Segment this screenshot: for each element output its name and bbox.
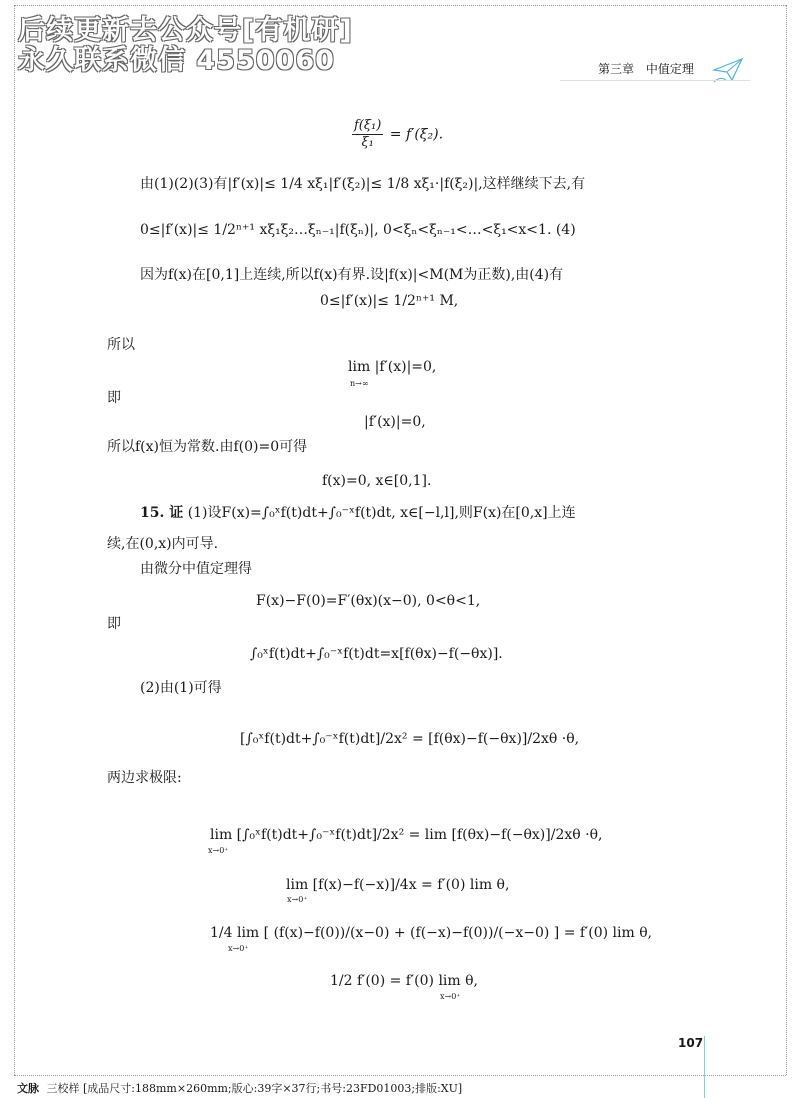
paragraph-6: (2)由(1)可得 xyxy=(140,680,222,696)
paragraph-3: 所以f(x)恒为常数.由f(0)=0可得 xyxy=(107,439,308,455)
problem-15-label: 15. 证 xyxy=(140,505,184,521)
paragraph-4 xyxy=(140,504,576,522)
equation-7: F(x)−F(0)=F′(θx)(x−0), 0<θ<1, xyxy=(256,593,481,609)
equation-10: lim [∫₀ˣf(t)dt+∫₀⁻ˣf(t)dt]/2x² = lim [f(θx)−f(−θx)]/2xθ ·θ, xyxy=(210,827,603,843)
equation-13: 1/2 f′(0) = f′(0) lim θ, xyxy=(330,973,479,989)
paragraph-4b: 续,在(0,x)内可导. xyxy=(107,536,219,552)
limit-subscript-x-4: x→0⁺ xyxy=(440,992,461,1001)
equation-9: [∫₀ˣf(t)dt+∫₀⁻ˣf(t)dt]/2x² = [f(θx)−f(−θx)]/2xθ ·θ, xyxy=(240,731,580,747)
equation-11: lim [f(x)−f(−x)]/4x = f′(0) lim θ, xyxy=(286,877,510,893)
page-margin-line xyxy=(704,1036,705,1098)
equation-6: f(x)=0, x∈[0,1]. xyxy=(322,473,432,489)
print-footer xyxy=(17,1080,462,1096)
limit-subscript-x-1: x→0⁺ xyxy=(208,846,229,855)
equation-8: ∫₀ˣf(t)dt+∫₀⁻ˣf(t)dt=x[f(θx)−f(−θx)]. xyxy=(250,646,503,662)
equation-5: |f′(x)|=0, xyxy=(364,414,426,430)
paragraph-5: 由微分中值定理得 xyxy=(140,561,252,577)
footer-brand: 文脉 xyxy=(17,1082,39,1095)
eq1-numerator: f(ξ₁) xyxy=(354,118,382,133)
eq1-rhs: = f′(ξ₂). xyxy=(389,126,444,143)
frame-left-border xyxy=(14,5,15,1075)
chapter-number: 第三章 xyxy=(598,62,635,76)
limit-subscript-n: n→∞ xyxy=(350,379,369,388)
watermark-line-1: 后续更新去公众号[有机研] xyxy=(18,15,353,46)
frame-bottom-border xyxy=(14,1075,786,1076)
limit-subscript-x-3: x→0⁺ xyxy=(228,944,249,953)
chapter-title: 中值定理 xyxy=(645,62,694,76)
paragraph-7: 两边求极限: xyxy=(107,770,182,786)
paragraph-2: 因为f(x)在[0,1]上连续,所以f(x)有界.设|f(x)|<M(M为正数),由(4)有 xyxy=(140,267,564,283)
equation-2: 0≤|f′(x)|≤ 1/2ⁿ⁺¹ xξ₁ξ₂…ξₙ₋₁|f(ξₙ)|, 0<ξₙ<ξₙ₋₁<…<ξ₁<x<1. (4) xyxy=(140,222,576,238)
frame-top-border xyxy=(14,5,786,6)
chapter-header xyxy=(598,60,694,77)
watermark-line-2: 永久联系微信 4550060 xyxy=(18,45,335,76)
equation-4: lim |f′(x)|=0, xyxy=(348,359,437,375)
text-suoyi-1: 所以 xyxy=(107,337,135,353)
text-ji-2: 即 xyxy=(107,616,121,632)
footer-text: 三校样 [成品尺寸:188mm×260mm;版心:39字×37行;书号:23FD01003;排版:XU] xyxy=(46,1082,463,1095)
paragraph-1: 由(1)(2)(3)有|f′(x)|≤ 1/4 xξ₁|f′(ξ₂)|≤ 1/8 xξ₁·|f(ξ₂)|,这样继续下去,有 xyxy=(140,176,586,192)
text-ji-1: 即 xyxy=(107,390,121,406)
equation-1 xyxy=(350,118,443,151)
equation-12: 1/4 lim [ (f(x)−f(0))/(x−0) + (f(−x)−f(0))/(−x−0) ] = f′(0) lim θ, xyxy=(210,925,653,941)
frame-right-border xyxy=(786,5,787,1075)
eq1-denominator: ξ₁ xyxy=(361,135,374,150)
problem-15-text: (1)设F(x)=∫₀ˣf(t)dt+∫₀⁻ˣf(t)dt, x∈[−l,l],则F(x)在[0,x]上连 xyxy=(187,505,576,521)
page-number: 107 xyxy=(678,1036,704,1050)
header-rule xyxy=(560,80,750,81)
limit-subscript-x-2: x→0⁺ xyxy=(287,895,308,904)
equation-3: 0≤|f′(x)|≤ 1/2ⁿ⁺¹ M, xyxy=(320,293,459,309)
